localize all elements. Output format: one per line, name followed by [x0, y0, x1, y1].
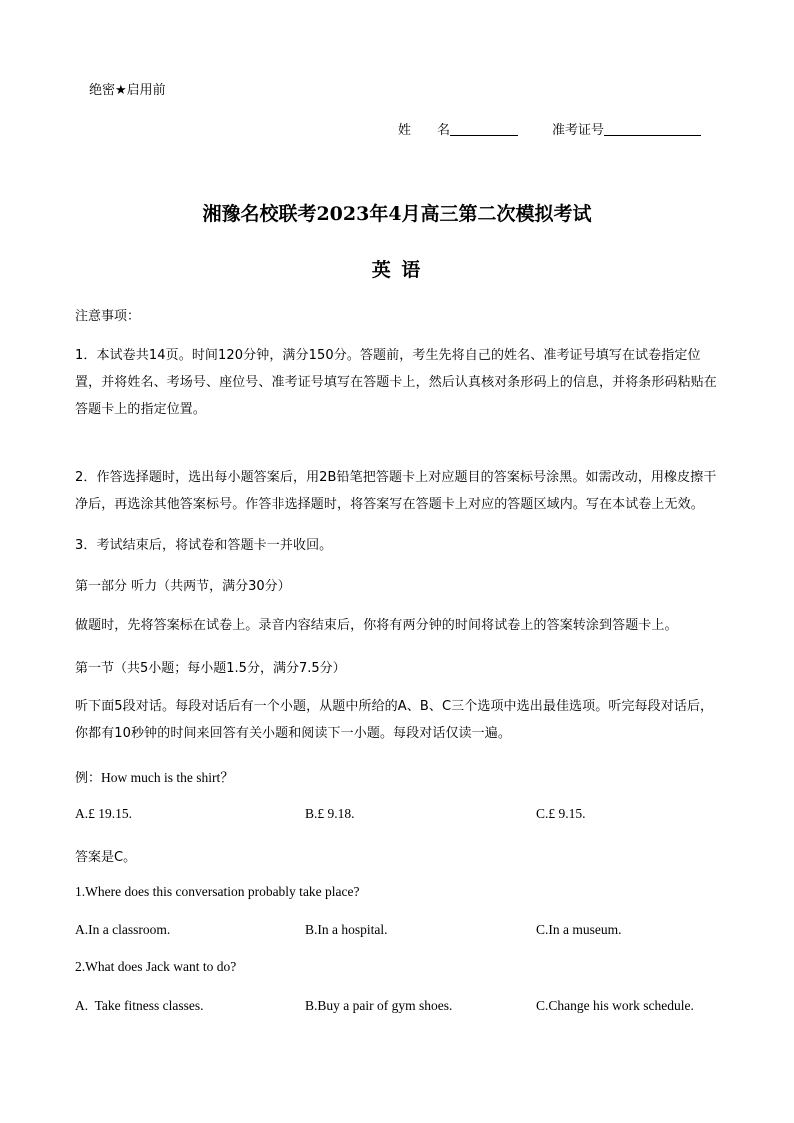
part1-instruction: 做题时，先将答案标在试卷上。录音内容结束后，你将有两分钟的时间将试卷上的答案转涂到答题卡上。: [75, 618, 678, 633]
question-1-stem: 1.Where does this conversation probably take place?: [75, 884, 360, 899]
section1-heading: 第一节（共5小题；每小题1.5分，满分7.5分）: [75, 661, 346, 676]
exam-title: 湘豫名校联考2023年4月高三第二次模拟考试: [202, 203, 592, 225]
question-2-stem: 2.What does Jack want to do?: [75, 959, 237, 974]
section1-instruction: 听下面5段对话。每段对话后有一个小题，从题中所给的A、B、C三个选项中选出最佳选项。听完每段对话后，你都有10秒钟的时间来回答有关小题和阅读下一小题。每段对话仅读一遍。: [75, 699, 714, 741]
exam-number-blank[interactable]: [604, 121, 701, 136]
subject-title: 英 语: [371, 259, 423, 281]
example-option-b: B.£ 9.18.: [305, 806, 355, 821]
question-1-option-c: C.In a museum.: [536, 922, 622, 937]
name-blank[interactable]: [450, 121, 518, 136]
note-item-3: 3．考试结束后，将试卷和答题卡一并收回。: [75, 538, 333, 553]
name-label: 姓 名: [398, 123, 451, 138]
note-item-2: 2．作答选择题时，选出每小题答案后，用2B铅笔把答题卡上对应题目的答案标号涂黑。如需改动，用橡皮擦干净后，再选涂其他答案标号。作答非选择题时，将答案写在答题卡上对应的答题区域内。写在本试卷上无效。: [75, 470, 717, 512]
example-question: [75, 766, 234, 786]
question-2-option-a: A. Take fitness classes.: [75, 998, 204, 1013]
exam-number-label: 准考证号: [552, 123, 605, 138]
part1-heading: 第一部分 听力（共两节，满分30分）: [75, 579, 291, 594]
example-answer: 答案是C。: [75, 850, 137, 865]
example-question-text: How much is the shirt？: [101, 770, 234, 785]
example-label: 例：: [75, 771, 102, 786]
question-1-option-b: B.In a hospital.: [305, 922, 388, 937]
question-2-option-c: C.Change his work schedule.: [536, 998, 694, 1013]
note-item-1: 1．本试卷共14页。时间120分钟，满分150分。答题前，考生先将自己的姓名、准考证号填写在试卷指定位置，并将姓名、考场号、座位号、准考证号填写在答题卡上，然后认真核对条形码上的信息，并将条形码粘贴在答题卡上的指定位置。: [75, 348, 717, 417]
question-1-option-a: A.In a classroom.: [75, 922, 171, 937]
question-2-option-b: B.Buy a pair of gym shoes.: [305, 998, 453, 1013]
confidential-label: 绝密★启用前: [89, 83, 166, 98]
example-option-c: C.£ 9.15.: [536, 806, 586, 821]
exam-number-field[interactable]: [552, 119, 701, 138]
example-option-a: A.£ 19.15.: [75, 806, 132, 821]
notes-heading: 注意事项：: [75, 309, 141, 324]
name-field[interactable]: [398, 119, 518, 138]
